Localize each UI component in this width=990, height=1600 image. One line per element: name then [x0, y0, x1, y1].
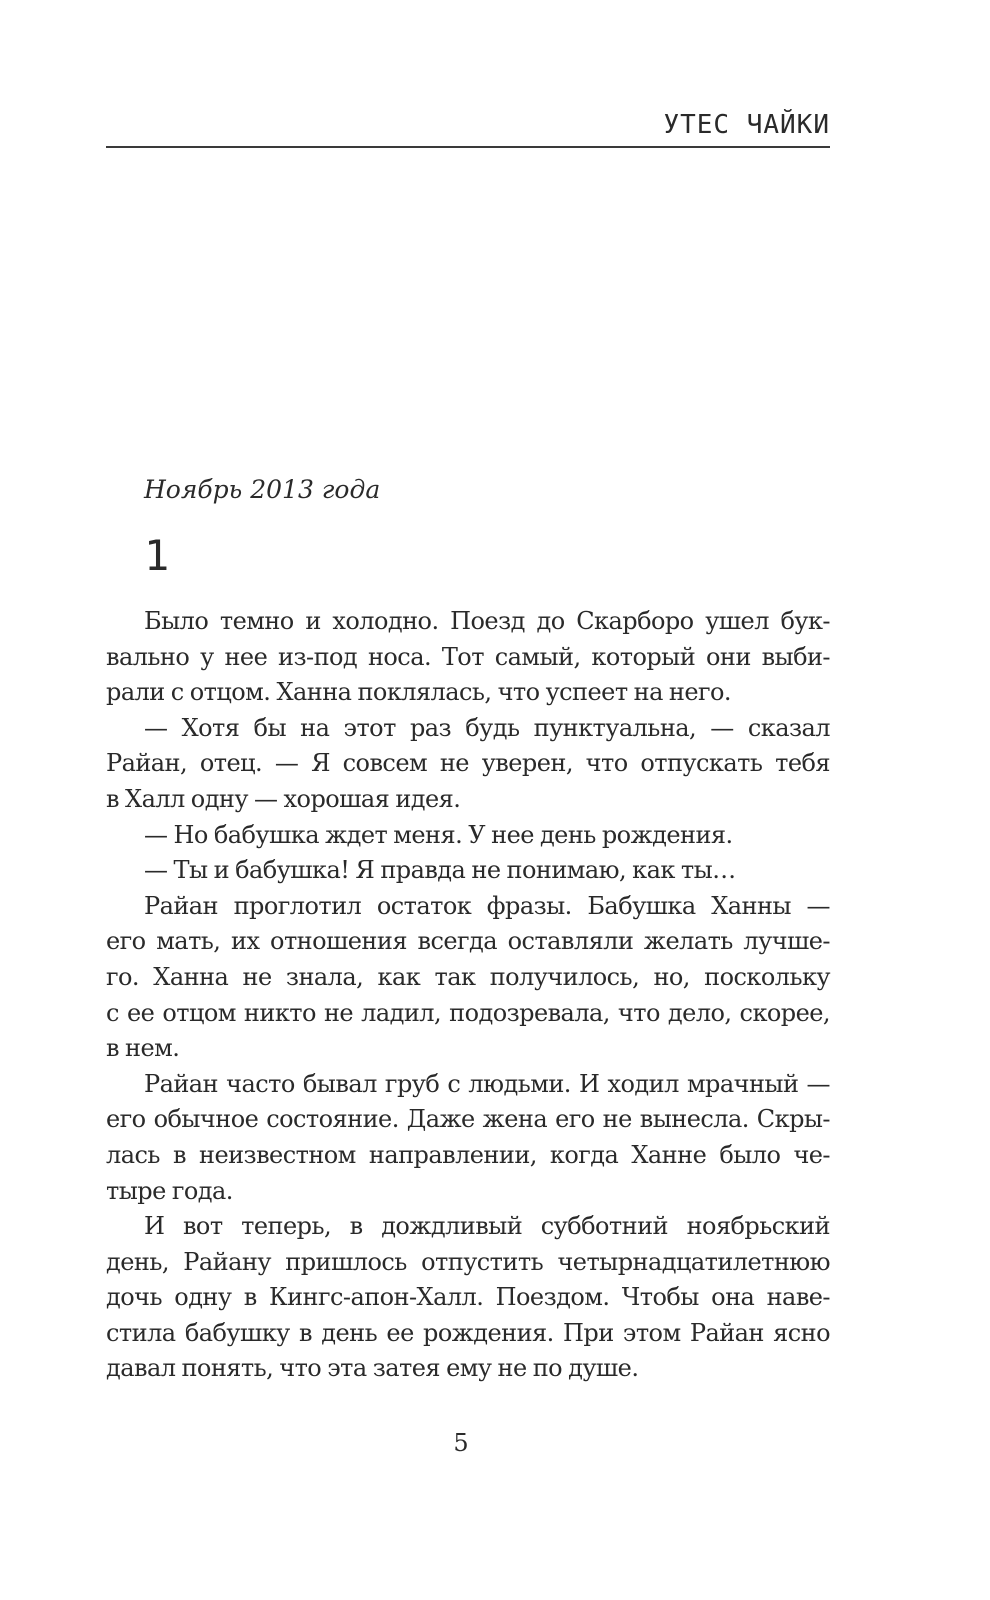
- page-number: 5: [453, 1429, 469, 1457]
- text-line: тыре года.: [106, 1176, 233, 1205]
- text-line: день, Райану пришлось отпустить четырнадцатилетнюю: [106, 1247, 830, 1276]
- text-line: И вот теперь, в дождливый субботний ноябрьский: [144, 1212, 830, 1241]
- running-head: УТЕС ЧАЙКИ: [663, 110, 830, 140]
- text-line: его мать, их отношения всегда оставляли желать лучше-: [106, 927, 830, 956]
- chapter-number: 1: [144, 531, 170, 580]
- text-line: давал понять, что эта затея ему не по душе.: [106, 1354, 639, 1383]
- text-line: его обычное состояние. Даже жена его не вынесла. Скры-: [106, 1105, 830, 1134]
- text-line: — Но бабушка ждет меня. У нее день рождения.: [144, 820, 733, 849]
- text-line: Райан проглотил остаток фразы. Бабушка Ханны —: [144, 891, 830, 920]
- text-line: Райан, отец. — Я совсем не уверен, что отпускать тебя: [106, 749, 830, 778]
- text-line: стила бабушку в день ее рождения. При этом Райан ясно: [106, 1318, 830, 1347]
- text-line: рали с отцом. Ханна поклялась, что успеет на него.: [106, 678, 732, 707]
- text-line: — Хотя бы на этот раз будь пунктуальна, — сказал: [144, 713, 830, 742]
- body-text: [106, 604, 830, 1387]
- text-line: в нем.: [106, 1034, 180, 1063]
- text-line: Было темно и холодно. Поезд до Скарборо ушел бук-: [144, 607, 830, 635]
- text-line: Райан часто бывал груб с людьми. И ходил мрачный —: [144, 1069, 830, 1098]
- text-line: — Ты и бабушка! Я правда не понимаю, как ты…: [144, 856, 736, 885]
- text-line: го. Ханна не знала, как так получилось, но, поскольку: [106, 962, 830, 991]
- text-line: вально у нее из-под носа. Тот самый, который они выби-: [106, 642, 830, 671]
- text-line: в Халл одну — хорошая идея.: [106, 784, 461, 813]
- text-line: лась в неизвестном направлении, когда Ханне было че-: [106, 1140, 830, 1169]
- text-line: дочь одну в Кингс-апон-Халл. Поездом. Чтобы она наве-: [106, 1283, 830, 1312]
- header-rule: [106, 146, 830, 148]
- text-line: с ее отцом никто не ладил, подозревала, что дело, скорее,: [106, 998, 830, 1027]
- chapter-date: Ноябрь 2013 года: [144, 475, 381, 504]
